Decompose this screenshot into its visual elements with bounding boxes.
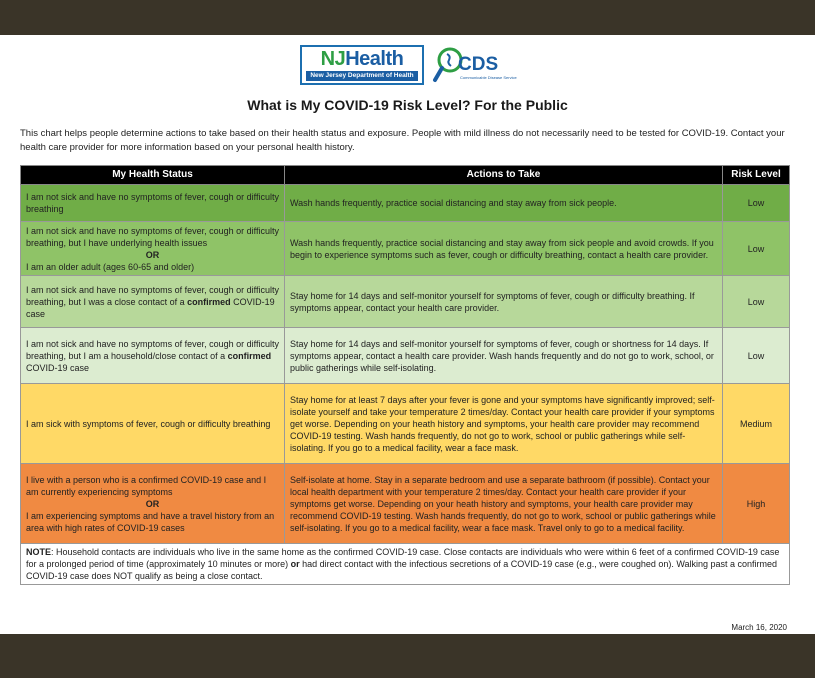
page-title: What is My COVID-19 Risk Level? For the Public (247, 97, 568, 113)
status-text-a: I am not sick and have no symptoms of fever, cough or difficulty breathing, but I have underlying health issues (26, 225, 279, 248)
risk-cell: High (723, 464, 790, 544)
table-row (21, 328, 790, 384)
status-cell: I am sick with symptoms of fever, cough or difficulty breathing (21, 384, 285, 464)
status-bold: confirmed (187, 296, 231, 307)
note-or: or (290, 559, 300, 569)
action-cell: Wash hands frequently, practice social distancing and stay away from sick people and avoid crowds. If you begin to experience symptoms such as fever, cough or difficulty breathing, contact a health care provider. (285, 222, 723, 276)
status-text-a: I am not sick and have no symptoms of fever, cough or difficulty breathing, but I was a close contact of a (26, 284, 279, 307)
note-text-1: : Household contacts are individuals who live in the same home as the confirmed COVID-19 case. Close contacts are individuals who were within 6 feet of a confirmed COVID-19 case for a prolonged period of time (approximately 10 minutes or more) (26, 547, 780, 569)
status-cell: I am not sick and have no symptoms of fever, cough or difficulty breathing (21, 185, 285, 222)
table-row (21, 222, 790, 276)
header-risk-level: Risk Level (723, 166, 790, 185)
header-health-status: My Health Status (21, 166, 285, 185)
note-row (21, 544, 790, 585)
risk-cell: Low (723, 185, 790, 222)
table-row (21, 185, 790, 222)
cds-logo: CDS Communicable Disease Service (432, 45, 498, 85)
note-cell (21, 544, 790, 585)
header-actions: Actions to Take (285, 166, 723, 185)
intro-paragraph: This chart helps people determine actions to take based on their health status and exposure. People with mild illness do not necessarily need to be tested for COVID-19. Contact your health care provider for more information based on your personal health history. (20, 128, 785, 153)
status-text-b: COVID-19 case (26, 362, 90, 373)
risk-cell: Low (723, 328, 790, 384)
or-label: OR (145, 498, 160, 509)
table-row (21, 384, 790, 464)
or-label: OR (145, 249, 160, 260)
risk-cell: Medium (723, 384, 790, 464)
nj-health-logo: NJHealth New Jersey Department of Health (300, 45, 424, 85)
status-text-a: I live with a person who is a confirmed COVID-19 case and I am currently experiencing symptoms (26, 474, 267, 497)
document-date: March 16, 2020 (731, 623, 787, 632)
table-row (21, 276, 790, 328)
status-text-a: I am not sick and have no symptoms of fever, cough or difficulty breathing, but I am a household/close contact of a (26, 338, 279, 361)
header-logos (300, 43, 517, 87)
risk-cell: Low (723, 222, 790, 276)
status-cell (21, 328, 285, 384)
status-cell (21, 276, 285, 328)
document-page (0, 35, 815, 634)
action-cell: Wash hands frequently, practice social distancing and stay away from sick people. (285, 185, 723, 222)
risk-table (20, 165, 790, 585)
status-cell (21, 222, 285, 276)
risk-cell: Low (723, 276, 790, 328)
action-cell: Stay home for 14 days and self-monitor yourself for symptoms of fever, cough or difficulty breathing. If symptoms appear, contact your health care provider. (285, 276, 723, 328)
table-header-row (21, 166, 790, 185)
status-bold: confirmed (227, 350, 272, 361)
status-text-b: COVID-19 case (26, 296, 275, 319)
table-row (21, 464, 790, 544)
status-text-b: I am experiencing symptoms and have a travel history from an area with high rates of COVID-19 cases (26, 510, 275, 533)
status-cell (21, 464, 285, 544)
status-text-b: I am an older adult (ages 60-65 and older) (26, 261, 195, 272)
note-label: NOTE (26, 547, 52, 557)
action-cell: Self-isolate at home. Stay in a separate bedroom and use a separate bathroom (if possible). Contact your local health department with your temperature 2 times/day. Contact your health care provider if your symptoms get worse. Depending on your heath history and symptoms, your health care provider may recommend COVID-19 testing. Wash hands frequently, do not go to work, school or public gatherings while self-isolating. If you go to a medical facility, wear a face mask. Travel only to go to a medical facility. (285, 464, 723, 544)
action-cell: Stay home for 14 days and self-monitor yourself for symptoms of fever, cough or shortness for 14 days. If symptoms appear, contact a health care provider. Wash hands frequently and do not go to work, school, or public gatherings while self-isolating. (285, 328, 723, 384)
note-text-2: had direct contact with the infectious secretions of a COVID-19 case (e.g., were coughed on). Walking past a confirmed COVID-19 case does NOT qualify as being a close contact. (26, 559, 778, 581)
action-cell: Stay home for at least 7 days after your fever is gone and your symptoms have significantly improved; self-isolate yourself and take your temperature 2 times/day. Contact your health care provider if your symptoms get worse. Depending on your heath history and symptoms, your health care provider may recommend COVID-19 testing. Wash hands frequently, do not go to work, school or public gatherings while self-isolating. If you go to a medical facility, wear a face mask. (285, 384, 723, 464)
